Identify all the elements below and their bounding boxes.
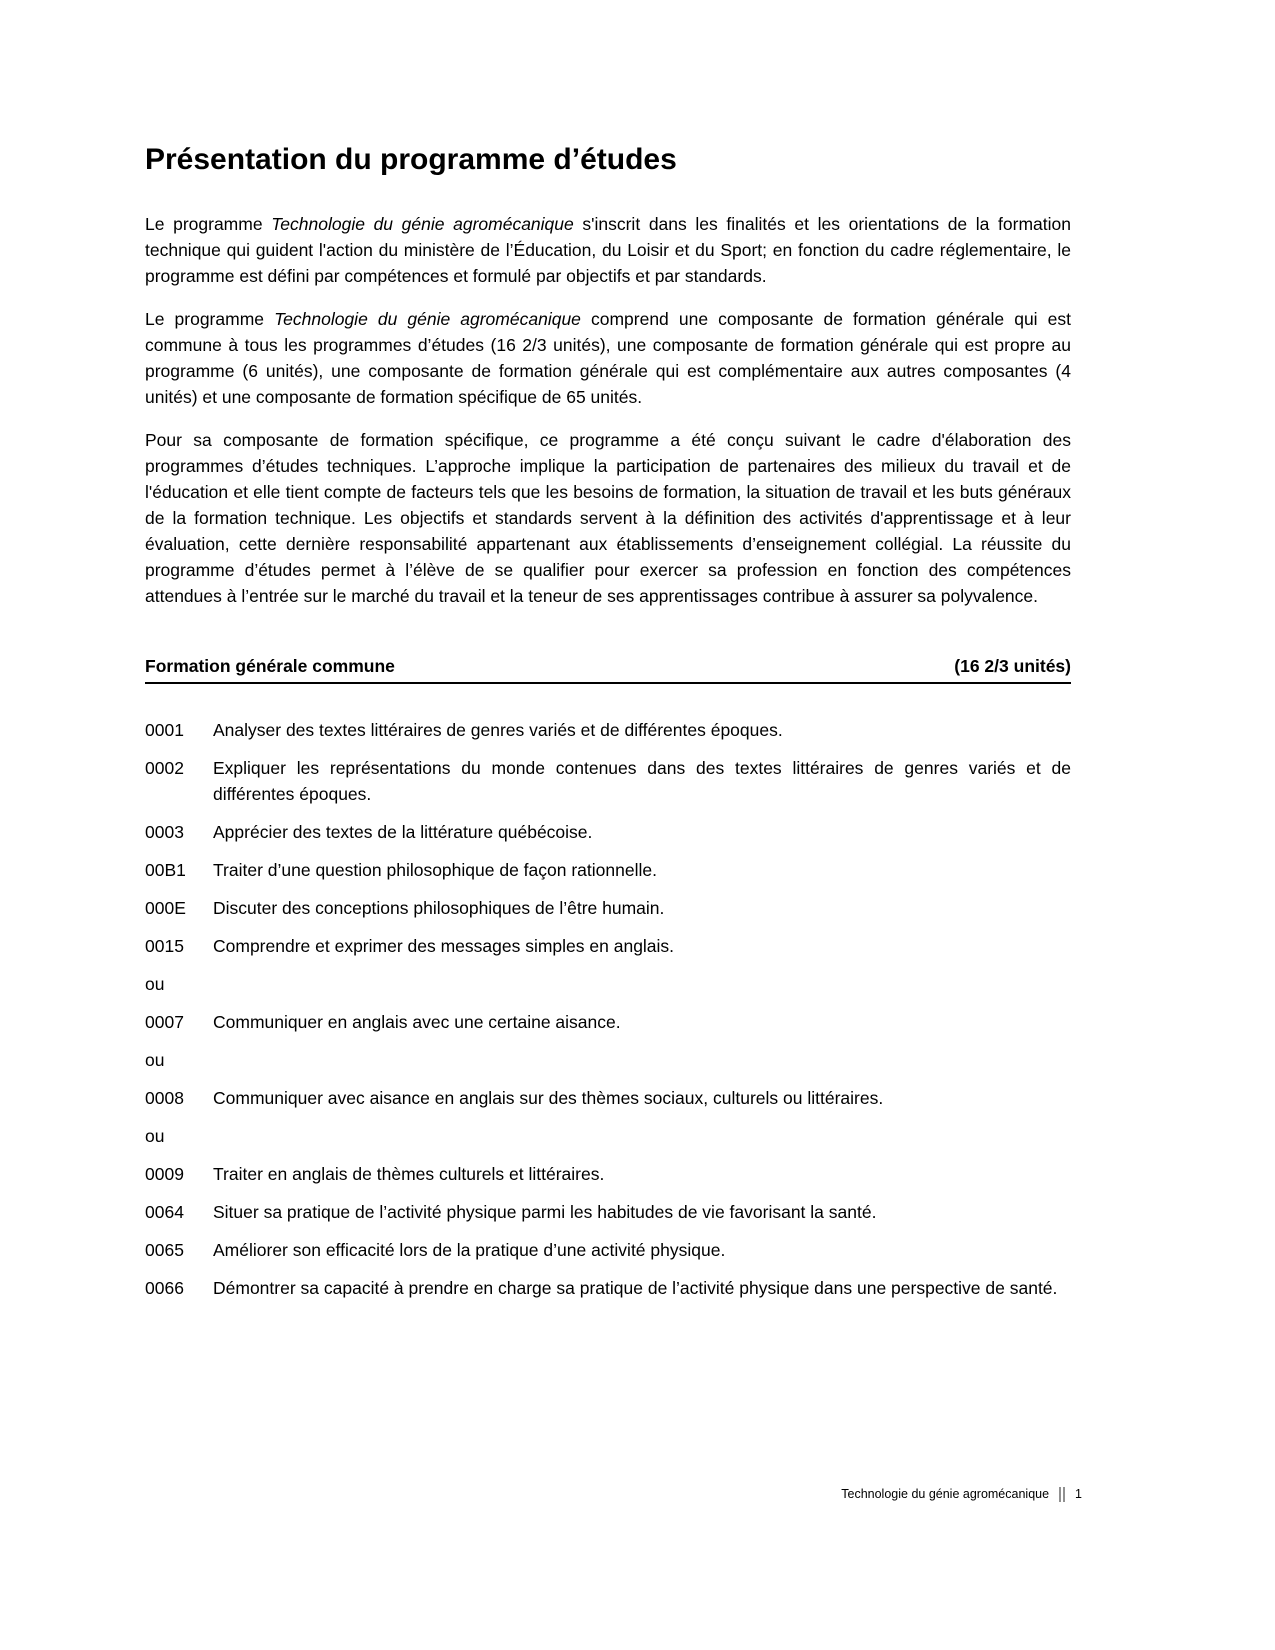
competency-row (145, 755, 1071, 807)
competency-code: 0064 (145, 1202, 184, 1222)
competency-text (213, 1123, 1071, 1149)
paragraph-intro-post: s'inscrit dans les finalités et les orientations de la formation technique qui guident l'action du ministère de l’Éducation, du Loisir et du Sport; en fonction du cadre réglementaire, le programme est défini par compétences et formulé par objectifs et par standards. (145, 214, 1071, 286)
competency-code: 0015 (145, 936, 184, 956)
competency-code: 0009 (145, 1164, 184, 1184)
competency-row (145, 1161, 1071, 1187)
competency-row (145, 1085, 1071, 1111)
competency-row (145, 1275, 1071, 1301)
competency-row (145, 933, 1071, 959)
competency-row (145, 895, 1071, 921)
competency-text: Apprécier des textes de la littérature québécoise. (213, 822, 593, 842)
page-title: Présentation du programme d’études (145, 143, 677, 176)
competency-code: 0003 (145, 822, 184, 842)
competency-row (145, 819, 1071, 845)
connector-row (145, 1047, 1071, 1073)
page-content (145, 0, 1071, 1313)
competency-text: Situer sa pratique de l’activité physique parmi les habitudes de vie favorisant la santé. (213, 1202, 877, 1222)
competency-row (145, 857, 1071, 883)
competency-code: 0066 (145, 1278, 184, 1298)
section-header (145, 655, 1071, 677)
competency-text: Traiter en anglais de thèmes culturels et littéraires. (213, 1164, 605, 1184)
competency-row (145, 717, 1071, 743)
competency-text: Communiquer avec aisance en anglais sur des thèmes sociaux, culturels ou littéraires. (213, 1088, 884, 1108)
competency-code: 0001 (145, 720, 184, 740)
section-divider (145, 682, 1071, 684)
competency-row (145, 1009, 1071, 1035)
competency-text: Démontrer sa capacité à prendre en charge sa pratique de l’activité physique dans une perspective de santé. (213, 1278, 1058, 1298)
competency-code: 0008 (145, 1088, 184, 1108)
connector-label: ou (145, 974, 165, 994)
competency-text: Analyser des textes littéraires de genres variés et de différentes époques. (213, 720, 783, 740)
competency-text: Traiter d’une question philosophique de façon rationnelle. (213, 860, 657, 880)
footer-bar (1059, 1487, 1061, 1502)
program-name-italic: Technologie du génie agromécanique (271, 214, 574, 234)
paragraph-intro (145, 211, 1071, 289)
footer-program-name: Technologie du génie agromécanique (841, 1487, 1050, 1501)
paragraph-components (145, 306, 1071, 410)
competency-row (145, 1199, 1071, 1225)
footer-page-number: 1 (1075, 1487, 1082, 1501)
competency-text: Comprendre et exprimer des messages simples en anglais. (213, 936, 675, 956)
connector-label: ou (145, 1126, 165, 1146)
paragraph-components-post: comprend une composante de formation générale qui est commune à tous les programmes d’études (16 2/3 unités), une composante de formation générale qui est propre au programme (6 unités), une composante de formation générale qui est complémentaire aux autres composantes (4 unités) et une composante de formation spécifique de 65 unités. (145, 309, 1071, 407)
connector-row (145, 1123, 1071, 1149)
competency-code: 00B1 (145, 860, 186, 880)
competency-text (213, 1047, 1071, 1073)
paragraph-intro-pre: Le programme (145, 214, 272, 234)
section-title: Formation générale commune (145, 656, 395, 676)
competency-list (145, 717, 1071, 1301)
paragraph-components-pre: Le programme (145, 309, 275, 329)
section-units: (16 2/3 unités) (954, 656, 1071, 676)
footer-separator-bars (1059, 1487, 1065, 1502)
connector-row (145, 971, 1071, 997)
footer-bar (1063, 1487, 1065, 1502)
competency-code: 000E (145, 898, 186, 918)
connector-label: ou (145, 1050, 165, 1070)
competency-row (145, 1237, 1071, 1263)
competency-code: 0065 (145, 1240, 184, 1260)
competency-text: Discuter des conceptions philosophiques de l’être humain. (213, 898, 665, 918)
paragraph-specific-training: Pour sa composante de formation spécifique, ce programme a été conçu suivant le cadre d'élaboration des programmes d’études techniques. L’approche implique la participation de partenaires des milieux du travail et de l'éducation et elle tient compte de facteurs tels que les besoins de formation, la situation de travail et les buts généraux de la formation technique. Les objectifs et standards servent à la définition des activités d'apprentissage et à leur évaluation, cette dernière responsabilité appartenant aux établissements d’enseignement collégial. La réussite du programme d’études permet à l’élève de se qualifier pour exercer sa profession en fonction des compétences attendues à l’entrée sur le marché du travail et la teneur de ses apprentissages contribue à assurer sa polyvalence. (145, 430, 1071, 606)
competency-text: Communiquer en anglais avec une certaine aisance. (213, 1012, 621, 1032)
program-name-italic: Technologie du génie agromécanique (274, 309, 581, 329)
competency-code: 0002 (145, 758, 184, 778)
competency-text: Améliorer son efficacité lors de la pratique d’une activité physique. (213, 1240, 726, 1260)
page-footer (841, 1486, 1082, 1502)
competency-text: Expliquer les représentations du monde contenues dans des textes littéraires de genres variés et de différentes époques. (213, 758, 1071, 804)
competency-code: 0007 (145, 1012, 184, 1032)
competency-text (213, 971, 1071, 997)
